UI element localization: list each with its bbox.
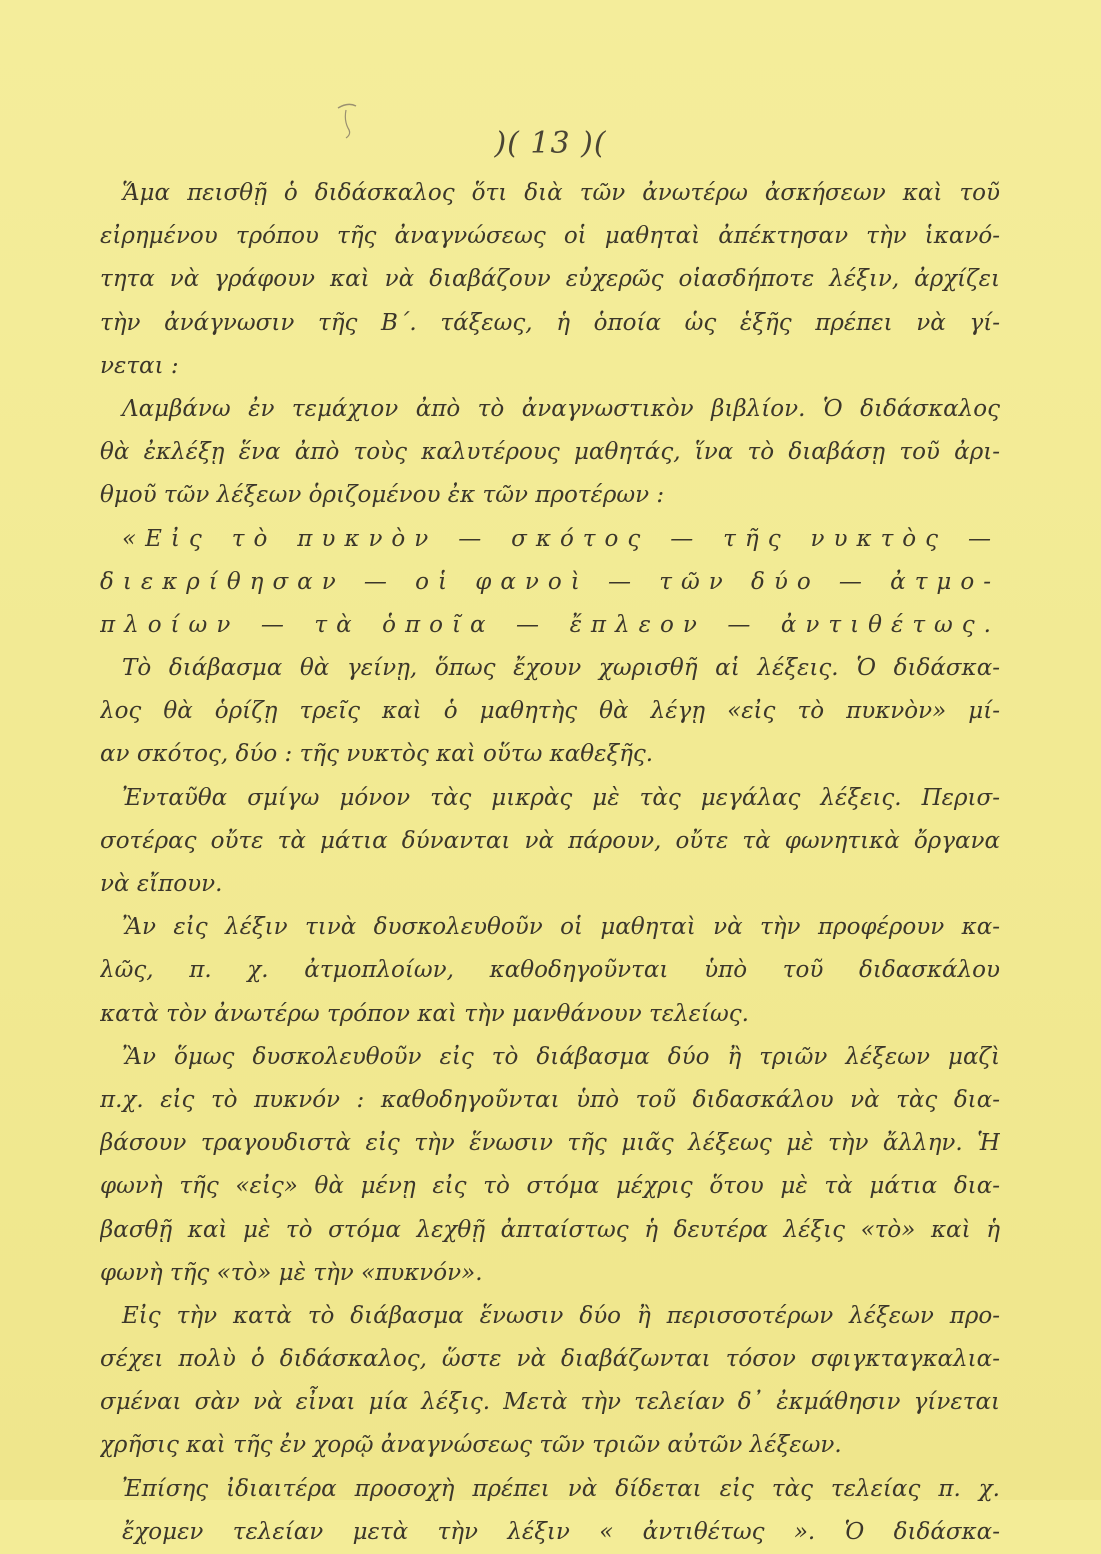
text-line: λος θὰ ὁρίζῃ τρεῖς καὶ ὁ μαθητὴς θὰ λέγῃ «εἰς τὸ πυκνὸν» μί- xyxy=(100,698,1000,725)
text-line: φωνὴ τῆς «τὸ» μὲ τὴν «πυκνόν». xyxy=(100,1259,483,1286)
text-line: ἔχομεν τελείαν μετὰ τὴν λέξιν « ἀντιθέτως ». Ὁ διδάσκα- xyxy=(122,1518,1000,1545)
page-number-header: )( 13 )( xyxy=(494,126,607,161)
text-line: σμέναι σὰν νὰ εἶναι μία λέξις. Μετὰ τὴν τελείαν δ᾽ ἐκμάθησιν γίνεται xyxy=(100,1389,1000,1416)
text-line: Λαμβάνω ἐν τεμάχιον ἀπὸ τὸ ἀναγνωστικὸν βιβλίον. Ὁ διδάσκαλος xyxy=(122,395,1000,422)
text-line: «Εἰς τὸ πυκνὸν — σκότος — τῆς νυκτὸς — xyxy=(122,525,1000,552)
text-line: χρῆσις καὶ τῆς ἐν χορῷ ἀναγνώσεως τῶν τριῶν αὐτῶν λέξεων. xyxy=(100,1432,842,1459)
text-line: πλοίων — τὰ ὁποῖα — ἔπλεον — ἀντιθέτως. xyxy=(100,611,1000,638)
text-line: Ἐπίσης ἰδιαιτέρα προσοχὴ πρέπει νὰ δίδεται εἰς τὰς τελείας π. χ. xyxy=(122,1475,1000,1502)
text-line: θμοῦ τῶν λέξεων ὁριζομένου ἐκ τῶν προτέρων : xyxy=(100,482,665,509)
text-line: τὴν ἀνάγνωσιν τῆς Β΄. τάξεως, ἡ ὁποία ὡς ἑξῆς πρέπει νὰ γί- xyxy=(100,309,1000,336)
text-line: τητα νὰ γράφουν καὶ νὰ διαβάζουν εὐχερῶς οἱασδήποτε λέξιν, ἀρχίζει xyxy=(100,266,1000,293)
text-line: λῶς, π. χ. ἀτμοπλοίων, καθοδηγοῦνται ὑπὸ τοῦ διδασκάλου xyxy=(100,957,1000,984)
text-line: νεται : xyxy=(100,352,179,379)
text-line: σοτέρας οὔτε τὰ μάτια δύνανται νὰ πάρουν, οὔτε τὰ φωνητικὰ ὄργανα xyxy=(100,827,1000,854)
text-line: αν σκότος, δύο : τῆς νυκτὸς καὶ οὕτω καθεξῆς. xyxy=(100,741,654,768)
text-line: θὰ ἐκλέξῃ ἕνα ἀπὸ τοὺς καλυτέρους μαθητάς, ἵνα τὸ διαβάσῃ τοῦ ἀρι- xyxy=(100,439,1000,466)
text-line: νὰ εἴπουν. xyxy=(100,871,223,897)
text-line: Τὸ διάβασμα θὰ γείνῃ, ὅπως ἔχουν χωρισθῆ αἱ λέξεις. Ὁ διδάσκα- xyxy=(122,655,1000,682)
text-line: διεκρίθησαν — οἱ φανοὶ — τῶν δύο — ἀτμο- xyxy=(100,568,1000,595)
text-line: κατὰ τὸν ἀνωτέρω τρόπον καὶ τὴν μανθάνουν τελείως. xyxy=(100,1000,749,1027)
text-line: εἰρημένου τρόπου τῆς ἀναγνώσεως οἱ μαθηταὶ ἀπέκτησαν τὴν ἱκανό- xyxy=(100,223,1000,250)
text-line: σέχει πολὺ ὁ διδάσκαλος, ὥστε νὰ διαβάζωνται τόσον σφιγκταγκαλια- xyxy=(100,1346,1000,1373)
text-line: βάσουν τραγουδιστὰ εἰς τὴν ἕνωσιν τῆς μιᾶς λέξεως μὲ τὴν ἄλλην. Ἡ xyxy=(100,1130,1000,1157)
text-line: βασθῇ καὶ μὲ τὸ στόμα λεχθῇ ἀπταίστως ἡ δευτέρα λέξις «τὸ» καὶ ἡ xyxy=(100,1216,1000,1243)
body-text xyxy=(100,172,1000,1554)
text-line: Ἅμα πεισθῇ ὁ διδάσκαλος ὅτι διὰ τῶν ἀνωτέρω ἀσκήσεων καὶ τοῦ xyxy=(122,180,1000,206)
text-line: Ἂν εἰς λέξιν τινὰ δυσκολευθοῦν οἱ μαθηταὶ νὰ τὴν προφέρουν κα- xyxy=(122,914,1000,941)
text-line: Ἐνταῦθα σμίγω μόνον τὰς μικρὰς μὲ τὰς μεγάλας λέξεις. Περισ- xyxy=(122,784,1000,811)
text-line: Εἰς τὴν κατὰ τὸ διάβασμα ἕνωσιν δύο ἢ περισσοτέρων λέξεων προ- xyxy=(122,1302,1000,1329)
text-line: π.χ. εἰς τὸ πυκνόν : καθοδηγοῦνται ὑπὸ τοῦ διδασκάλου νὰ τὰς δια- xyxy=(100,1086,1000,1113)
text-line: Ἂν ὅμως δυσκολευθοῦν εἰς τὸ διάβασμα δύο ἢ τριῶν λέξεων μαζὶ xyxy=(122,1043,1000,1070)
text-line: φωνὴ τῆς «εἰς» θὰ μένῃ εἰς τὸ στόμα μέχρις ὅτου μὲ τὰ μάτια δια- xyxy=(100,1173,1000,1200)
